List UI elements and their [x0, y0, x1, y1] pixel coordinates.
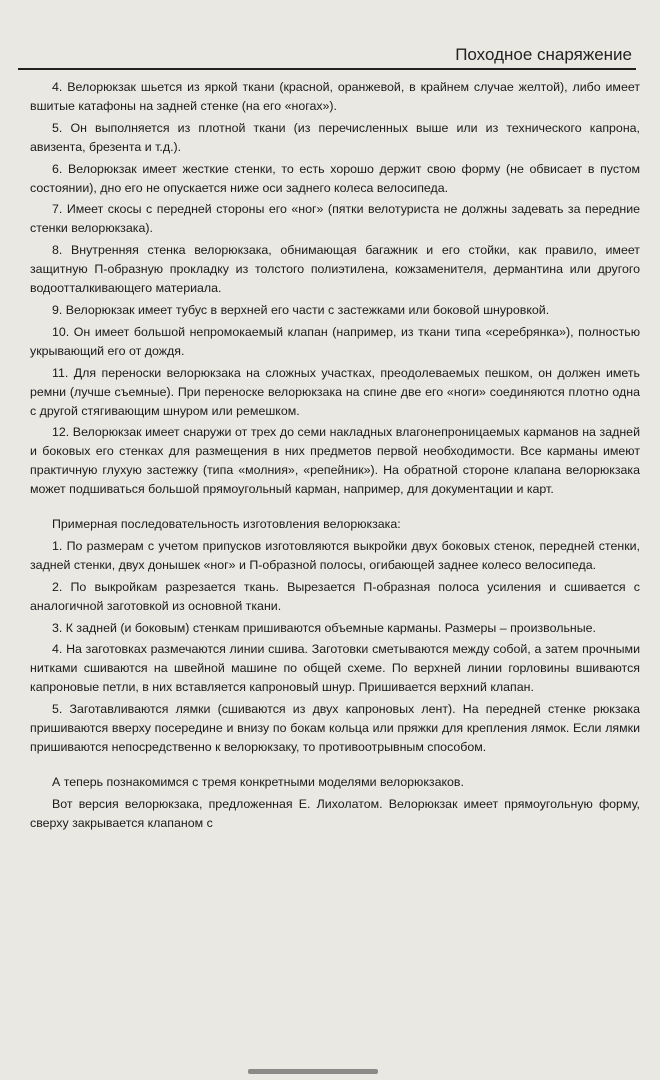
step-2: 2. По выкройкам разрезается ткань. Вырезается П-образная полоса усиления и сшивается с аналогичной заготовкой из основной ткани.: [30, 579, 640, 613]
paragraph-item-12: 12. Велорюкзак имеет снаружи от трех до семи накладных влагонепроницаемых карманов на задней и боковых его стенках для размещения в них предметов первой необходимости. Все карманы имеют практичную глухую застежку (типа «молния», «репейник»). На обратной стороне клапана велорюкзака может подшиваться большой прямоугольный карман, например, для документации и карт.: [30, 425, 640, 497]
running-header: [18, 38, 636, 70]
paragraph-item-5: 5. Он выполняется из плотной ткани (из перечисленных выше или из технического капрона, авизента, брезента и т.д.).: [30, 120, 640, 154]
step-4: 4. На заготовках размечаются линии сшива. Заготовки сметываются между собой, а затем прочными нитками сшиваются на швейной машине по общей схеме. По верхней линии горловины вшиваются капроновые петли, в них вставляется капроновый шнур. Пришивается верхний клапан.: [30, 642, 640, 695]
paragraph-item-10: 10. Он имеет большой непромокаемый клапан (например, из ткани типа «серебрянка»), полностью укрывающий его от дождя.: [30, 324, 640, 358]
paragraph-item-11: 11. Для переноски велорюкзака на сложных участках, преодолеваемых пешком, он должен иметь ремни (лучше съемные). При переноске велорюкзака на спине две его «ноги» соединяются плотно одна с другой стягивающим шнуром или ремешком.: [30, 365, 640, 418]
paragraph-item-8: 8. Внутренняя стенка велорюкзака, обнимающая багажник и его стойки, как правило, имеет защитную П-образную прокладку из толстого полиэтилена, кожзаменителя, дермантина или другого водоотталкивающего материала.: [30, 243, 640, 296]
page-body: [30, 78, 640, 836]
models-intro: А теперь познакомимся с тремя конкретными моделями велорюкзаков.: [52, 774, 464, 789]
paragraph-item-4: 4. Велорюкзак шьется из яркой ткани (красной, оранжевой, в крайнем случае желтой), либо имеет вшитые катафоны на задней стенке (на его «ногах»).: [30, 80, 640, 113]
step-5: 5. Заготавливаются лямки (сшиваются из двух капроновых лент). На передней стенке рюкзака пришиваются вверху посередине и внизу по бокам кольца или пряжки для крепления лямок. Если лямки пришиваются непосредственно к велорюкзаку, то противоотрывным способом.: [30, 702, 640, 754]
chapter-title: Походное снаряжение: [455, 45, 632, 64]
paragraph-item-6: 6. Велорюкзак имеет жесткие стенки, то есть хорошо держит свою форму (не обвисает в пустом состоянии), дно его не опускается ниже оси заднего колеса велосипеда.: [30, 161, 640, 195]
step-3: 3. К задней (и боковым) стенкам пришиваются объемные карманы. Размеры – произвольные.: [52, 620, 596, 635]
likholat-version: Вот версия велорюкзака, предложенная Е. Лихолатом. Велорюкзак имеет прямоугольную форму, сверху закрывается клапаном с: [30, 796, 640, 830]
step-1: 1. По размерам с учетом припусков изготовляются выкройки двух боковых стенок, передней стенки, задней стенки, двух донышек «ног» и П-образной полосы, огибающей заднее колесо велосипеда.: [30, 538, 640, 572]
sequence-heading: Примерная последовательность изготовления велорюкзака:: [52, 517, 401, 532]
paragraph-item-7: 7. Имеет скосы с передней стороны его «ног» (пятки велотуриста не должны задевать за передние стенки велорюкзака).: [30, 202, 640, 236]
paragraph-item-9: 9. Велорюкзак имеет тубус в верхней его части с застежками или боковой шнуровкой.: [52, 302, 550, 317]
page-edge-mark: [248, 1069, 378, 1074]
